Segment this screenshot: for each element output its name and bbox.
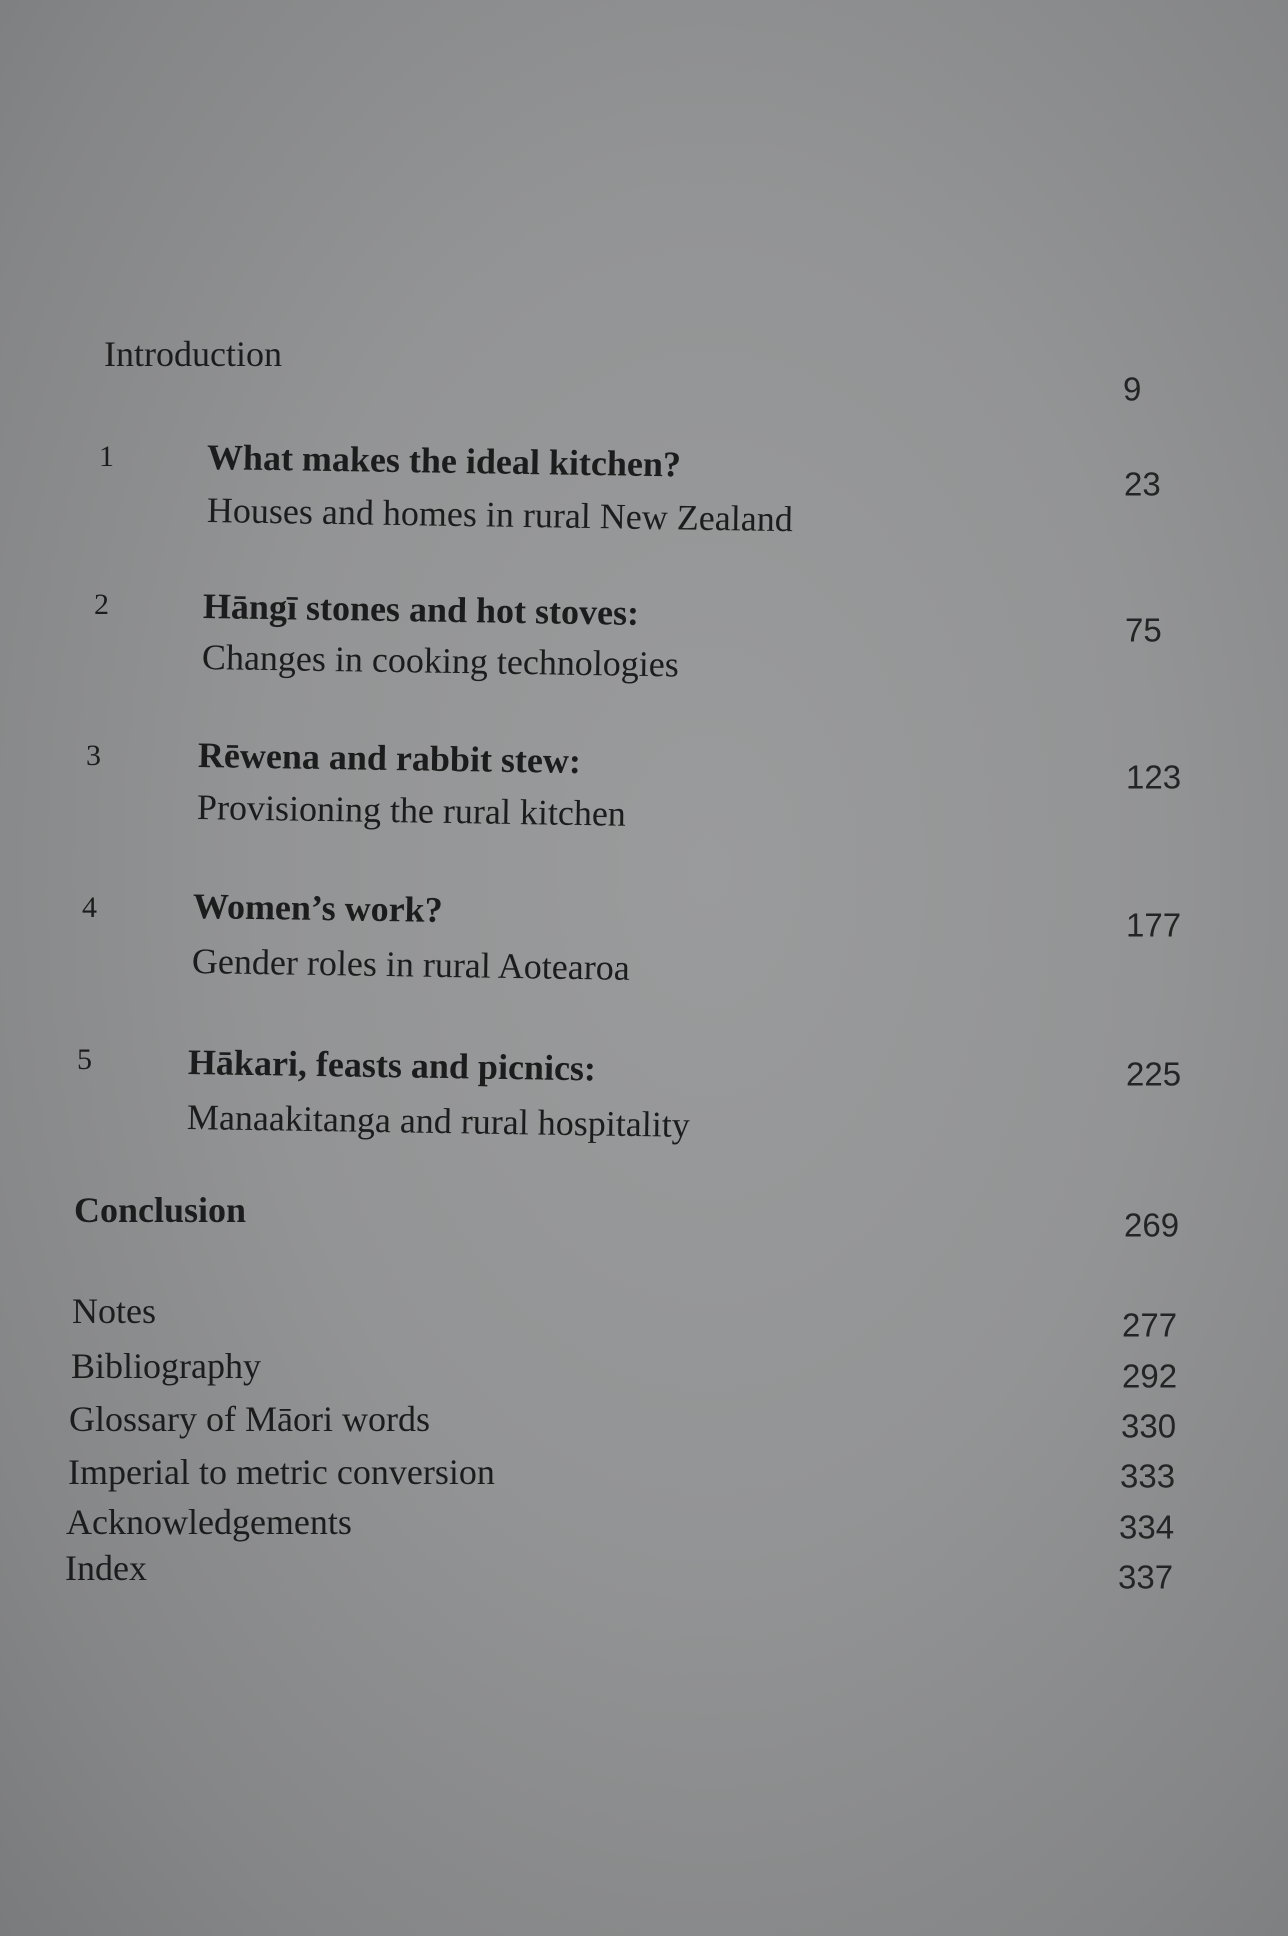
back-matter-page: 337 — [1118, 1558, 1174, 1596]
chapter-page: 123 — [1126, 758, 1182, 796]
conclusion-page: 269 — [1124, 1206, 1180, 1244]
conclusion-label: Conclusion — [74, 1190, 247, 1230]
introduction-label: Introduction — [104, 334, 282, 374]
chapter-number: 1 — [99, 440, 114, 473]
back-matter-page: 333 — [1120, 1457, 1176, 1495]
chapter-title: Rēwena and rabbit stew: — [197, 735, 582, 782]
chapter-title: Hāngī stones and hot stoves: — [202, 586, 640, 633]
chapter-number: 5 — [77, 1043, 92, 1076]
introduction-page: 9 — [1123, 370, 1142, 408]
chapter-subtitle: Manaakitanga and rural hospitality — [186, 1097, 691, 1145]
chapter-title: Women’s work? — [192, 886, 443, 930]
chapter-number: 4 — [82, 891, 97, 924]
chapter-page: 23 — [1124, 465, 1161, 503]
chapter-subtitle: Changes in cooking technologies — [201, 637, 680, 685]
chapter-subtitle: Houses and homes in rural New Zealand — [206, 490, 794, 540]
back-matter-page: 334 — [1119, 1508, 1175, 1546]
chapter-subtitle: Provisioning the rural kitchen — [196, 787, 627, 834]
back-matter-page: 292 — [1122, 1357, 1178, 1395]
back-matter-page: 277 — [1122, 1306, 1178, 1344]
chapter-title: Hākari, feasts and picnics: — [187, 1042, 597, 1089]
back-matter-label: Bibliography — [71, 1346, 261, 1386]
chapter-title: What makes the ideal kitchen? — [206, 437, 682, 485]
back-matter-label: Glossary of Māori words — [69, 1399, 430, 1439]
back-matter-label: Acknowledgements — [66, 1502, 352, 1542]
back-matter-label: Notes — [72, 1291, 156, 1331]
chapter-page: 225 — [1126, 1055, 1182, 1093]
chapter-number: 3 — [86, 739, 101, 772]
back-matter-label: Index — [65, 1548, 147, 1588]
chapter-number: 2 — [94, 588, 109, 621]
chapter-page: 177 — [1126, 906, 1182, 944]
chapter-page: 75 — [1125, 611, 1162, 649]
chapter-subtitle: Gender roles in rural Aotearoa — [191, 941, 631, 988]
back-matter-page: 330 — [1121, 1407, 1177, 1445]
back-matter-label: Imperial to metric conversion — [68, 1452, 495, 1492]
